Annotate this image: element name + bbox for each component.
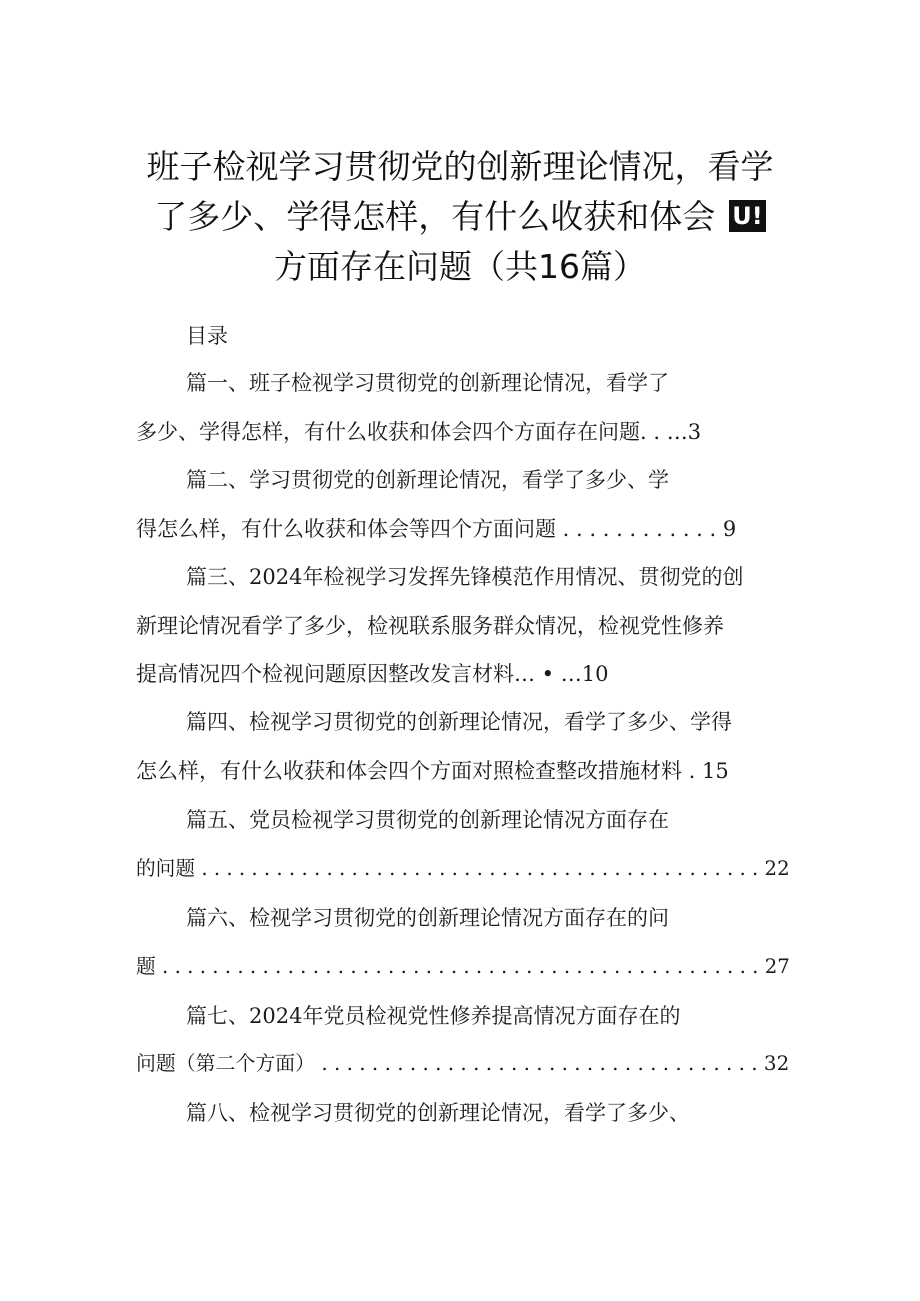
- toc-entry-6-line-1[interactable]: 篇六、检视学习贯彻党的创新理论情况方面存在的问: [186, 906, 669, 930]
- toc-entry-4-line-2[interactable]: 怎么样，有什么收获和体会四个方面对照检查整改措施材料 . 15: [136, 759, 729, 783]
- toc-heading: 目录: [186, 324, 228, 348]
- title-text-1: 班子检视学习贯彻党的创新理论情况，看学: [146, 147, 774, 186]
- toc-entry-5-line-2[interactable]: 的问题 . . . . . . . . . . . . . . . . . . . . . . . . . . . . . . . . . . . . . . . . . . . . . 22: [136, 857, 790, 880]
- toc-entry-1-line-1[interactable]: 篇一、班子检视学习贯彻党的创新理论情况，看学了: [186, 371, 669, 395]
- title-mark: U!: [729, 200, 765, 232]
- toc-entry-2-line-2[interactable]: 得怎么样，有什么收获和体会等四个方面问题 . . . . . . . . . . . . 9: [136, 517, 737, 541]
- toc-entry-7-line-2[interactable]: 问题（第二个方面） . . . . . . . . . . . . . . . . . . . . . . . . . . . . . . . . . . . 32: [136, 1052, 790, 1075]
- toc-entry-2-line-1[interactable]: 篇二、学习贯彻党的创新理论情况，看学了多少、学: [186, 468, 669, 492]
- title-text-2: 了多少、学得怎样，有什么收获和体会: [154, 197, 716, 236]
- toc-entry-4-line-1[interactable]: 篇四、检视学习贯彻党的创新理论情况，看学了多少、学得: [186, 710, 732, 734]
- toc-entry-6-line-2[interactable]: 题 . . . . . . . . . . . . . . . . . . . . . . . . . . . . . . . . . . . . . . . . . . . . . . . . 27: [136, 955, 790, 978]
- toc-entry-7-line-1[interactable]: 篇七、2024年党员检视党性修养提高情况方面存在的: [186, 1004, 681, 1028]
- toc-entry-3-line-2[interactable]: 新理论情况看学了多少，检视联系服务群众情况，检视党性修养: [136, 614, 724, 638]
- toc-entry-5-line-1[interactable]: 篇五、党员检视学习贯彻党的创新理论情况方面存在: [186, 808, 669, 832]
- toc-entry-1-line-2[interactable]: 多少、学得怎样，有什么收获和体会四个方面存在问题. . …3: [136, 420, 702, 444]
- title-text-3: 方面存在问题（共16篇）: [274, 247, 646, 286]
- toc-entry-8-line-1[interactable]: 篇八、检视学习贯彻党的创新理论情况，看学了多少、: [186, 1101, 690, 1125]
- document-title-line-1: [0, 142, 920, 192]
- document-title-line-2: [0, 192, 920, 242]
- document-title-line-3: [0, 242, 920, 292]
- toc-entry-3-line-3[interactable]: 提高情况四个检视问题原因整改发言材料… • …10: [136, 662, 609, 686]
- toc-entry-3-line-1[interactable]: 篇三、2024年检视学习发挥先锋模范作用情况、贯彻党的创: [186, 565, 744, 589]
